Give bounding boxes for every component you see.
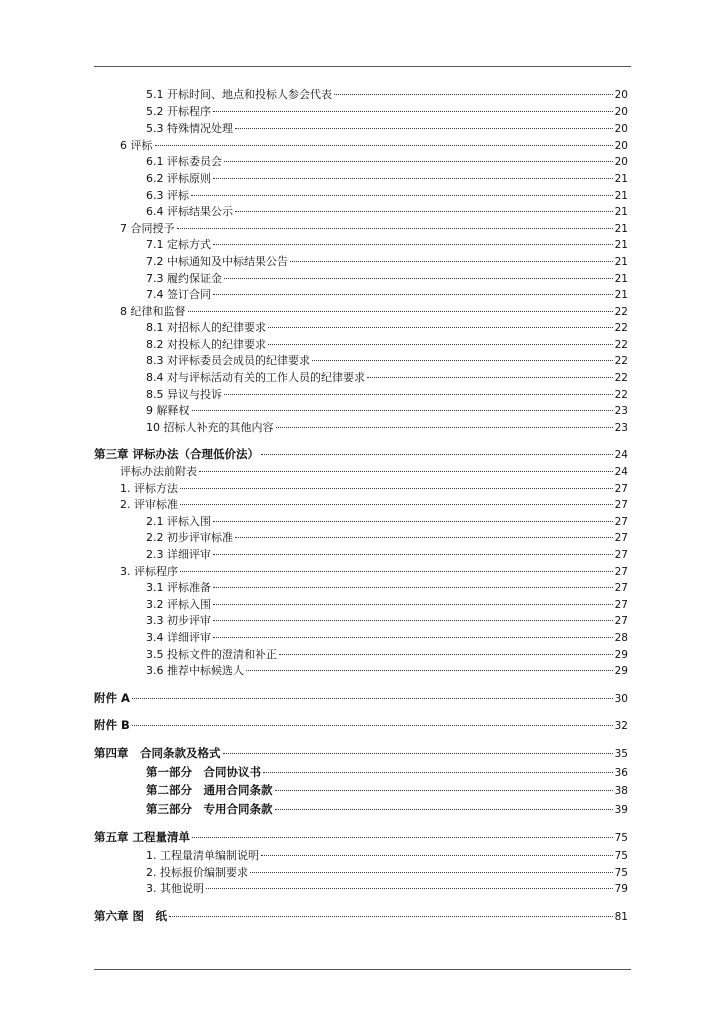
toc-entry-8-2[interactable] [146,338,628,352]
toc-label: 第六章 图 纸 [94,909,168,923]
toc-entry-chapter-4[interactable] [94,746,628,760]
toc-entry-c5-3[interactable] [146,882,628,896]
toc-entry-10[interactable] [146,421,628,435]
toc-label: 第三章 评标办法（合理低价法） [94,447,260,461]
toc-entry-appendix-table[interactable] [120,465,628,479]
toc-label: 附件 B [94,718,130,732]
toc-page-number: 22 [614,372,628,384]
toc-label: 7 合同授予 [120,222,175,235]
toc-label: 3.5 投标文件的澄清和补正 [146,648,277,661]
toc-leader [268,327,613,328]
toc-page-number: 22 [614,339,628,351]
toc-page-number: 36 [614,767,628,779]
toc-page-number: 39 [614,804,628,816]
toc-label: 5.1 开标时间、地点和投标人参会代表 [146,88,332,101]
toc-page-number: 22 [614,389,628,401]
toc-leader [235,128,613,129]
toc-entry-c3-3-6[interactable] [146,664,628,678]
toc-page-number: 27 [614,483,628,495]
toc-label: 1. 评标方法 [120,482,178,495]
toc-page-number: 22 [614,306,628,318]
toc-entry-6[interactable] [120,139,628,153]
toc-label: 第三部分 专用合同条款 [146,802,273,816]
toc-entry-7-1[interactable] [146,238,628,252]
toc-entry-appendix-a[interactable] [94,691,628,705]
toc-label: 3.2 评标入围 [146,598,211,611]
toc-leader [312,360,613,361]
toc-entry-7-3[interactable] [146,272,628,286]
toc-leader [213,637,613,638]
toc-page-number: 35 [614,748,628,760]
toc-entry-8-4[interactable] [146,371,628,385]
toc-entry-c4-part-3[interactable] [146,802,628,816]
toc-label: 8 纪律和监督 [120,305,186,318]
toc-label: 第一部分 合同协议书 [146,765,261,779]
toc-label: 1. 工程量清单编制说明 [146,849,259,862]
toc-entry-c3-2[interactable] [120,498,628,512]
toc-label: 8.3 对评标委员会成员的纪律要求 [146,354,310,367]
toc-leader [224,161,613,162]
toc-label: 5.3 特殊情况处理 [146,122,233,135]
toc-entry-6-2[interactable] [146,172,628,186]
toc-entry-chapter-5[interactable] [94,830,628,844]
toc-label: 评标办法前附表 [120,465,197,478]
toc-page-number: 20 [614,106,628,118]
toc-leader [213,178,613,179]
toc-label: 附件 A [94,691,130,705]
toc-leader [246,670,613,671]
toc-entry-7-4[interactable] [146,288,628,302]
toc-label: 2.3 详细评审 [146,548,211,561]
toc-page-number: 21 [614,173,628,185]
toc-entry-c3-3-2[interactable] [146,598,628,612]
toc-label: 第四章 合同条款及格式 [94,746,221,760]
toc-label: 第五章 工程量清单 [94,830,191,844]
toc-label: 8.2 对投标人的纪律要求 [146,338,266,351]
toc-leader [180,504,613,505]
toc-label: 3.4 详细评审 [146,631,211,644]
toc-page-number: 21 [614,289,628,301]
toc-page-number: 28 [614,632,628,644]
toc-label: 6 评标 [120,139,153,152]
toc-label: 2. 投标报价编制要求 [146,866,248,879]
toc-page-number: 27 [614,566,628,578]
toc-leader [224,278,613,279]
toc-leader [188,311,613,312]
toc-page-number: 23 [614,422,628,434]
toc-entry-c3-3[interactable] [120,565,628,579]
toc-leader [223,753,613,754]
toc-page-number: 27 [614,516,628,528]
toc-leader [275,809,613,810]
toc-leader [250,872,613,873]
toc-leader [192,410,613,411]
toc-page-number: 81 [614,911,628,923]
toc-page-number: 30 [614,693,628,705]
toc-page-number: 27 [614,582,628,594]
toc-label: 9 解释权 [146,404,190,417]
toc-page-number: 22 [614,355,628,367]
toc-page-number: 75 [614,832,628,844]
toc-label: 7.3 履约保证金 [146,272,222,285]
toc-entry-8-3[interactable] [146,354,628,368]
toc-label: 10 招标人补充的其他内容 [146,421,274,434]
toc-page-number: 79 [614,883,628,895]
toc-entry-c5-2[interactable] [146,866,628,880]
toc-page-number: 29 [614,665,628,677]
toc-entry-c3-3-4[interactable] [146,631,628,645]
toc-page-number: 21 [614,190,628,202]
toc-page-number: 21 [614,223,628,235]
toc-page-number: 21 [614,273,628,285]
toc-entry-chapter-3[interactable] [94,447,628,461]
toc-label: 3.6 推荐中标候选人 [146,664,244,677]
toc-leader [213,111,613,112]
toc-label: 5.2 开标程序 [146,105,211,118]
toc-leader [192,837,613,838]
toc-leader [263,772,613,773]
toc-entry-6-4[interactable] [146,205,628,219]
toc-page-number: 75 [614,850,628,862]
toc-label: 3.1 评标准备 [146,581,211,594]
toc-leader [155,145,613,146]
toc-entry-6-1[interactable] [146,155,628,169]
toc-page-number: 20 [614,123,628,135]
toc-entry-c3-2-3[interactable] [146,548,628,562]
toc-label: 7.2 中标通知及中标结果公告 [146,255,288,268]
toc-leader [191,195,613,196]
toc-label: 3. 评标程序 [120,565,178,578]
toc-label: 第二部分 通用合同条款 [146,783,273,797]
toc-leader [206,888,613,889]
toc-leader [199,471,613,472]
toc-leader [235,537,613,538]
toc-entry-c3-2-2[interactable] [146,531,628,545]
toc-entry-c5-1[interactable] [146,849,628,863]
toc-label: 8.4 对与评标活动有关的工作人员的纪律要求 [146,371,365,384]
toc-page-number: 24 [614,466,628,478]
toc-leader [334,94,613,95]
toc-label: 7.4 签订合同 [146,288,211,301]
toc-entry-c4-part-2[interactable] [146,783,628,797]
toc-page-number: 23 [614,405,628,417]
toc-page-number: 27 [614,615,628,627]
toc-entry-8-5[interactable] [146,388,628,402]
toc-leader [224,394,613,395]
toc-entry-c3-3-1[interactable] [146,581,628,595]
toc-page-number: 22 [614,322,628,334]
toc-leader [177,228,613,229]
toc-entry-c3-3-3[interactable] [146,614,628,628]
toc-entry-8[interactable] [120,305,628,319]
toc-leader [235,211,613,212]
toc-leader [213,620,613,621]
toc-label: 6.3 评标 [146,189,189,202]
toc-label: 3. 其他说明 [146,882,204,895]
toc-label: 2.2 初步评审标准 [146,531,233,544]
toc-label: 6.2 评标原则 [146,172,211,185]
toc-leader [213,554,613,555]
toc-entry-c3-1[interactable] [120,482,628,496]
toc-label: 3.3 初步评审 [146,614,211,627]
toc-entry-5-3[interactable] [146,122,628,136]
toc-entry-9[interactable] [146,404,628,418]
toc-label: 2. 评审标准 [120,498,178,511]
toc-leader [268,344,613,345]
toc-leader [213,587,613,588]
toc-label: 7.1 定标方式 [146,238,211,251]
toc-label: 8.1 对招标人的纪律要求 [146,321,266,334]
toc-entry-7-2[interactable] [146,255,628,269]
toc-page-number: 20 [614,89,628,101]
toc-leader [290,261,613,262]
toc-leader [213,521,613,522]
toc-entry-8-1[interactable] [146,321,628,335]
toc-label: 6.1 评标委员会 [146,155,222,168]
toc-page-number: 27 [614,532,628,544]
toc-leader [261,855,613,856]
toc-page-number: 75 [614,867,628,879]
toc-page-number: 21 [614,256,628,268]
toc-leader [279,654,613,655]
toc-entry-7[interactable] [120,222,628,236]
footer-rule [94,969,631,970]
toc-page-number: 20 [614,140,628,152]
toc-entry-c4-part-1[interactable] [146,765,628,779]
toc-page-number: 20 [614,156,628,168]
toc-leader [261,454,613,455]
toc-leader [275,790,613,791]
toc-page-number: 32 [614,720,628,732]
toc-leader [276,427,613,428]
toc-page-number: 21 [614,239,628,251]
toc-entry-5-2[interactable] [146,105,628,119]
toc-entry-c3-2-1[interactable] [146,515,628,529]
toc-leader [180,571,613,572]
toc-entry-c3-3-5[interactable] [146,648,628,662]
toc-leader [213,604,613,605]
toc-leader [213,294,613,295]
toc-label: 6.4 评标结果公示 [146,205,233,218]
toc-leader [132,698,613,699]
toc-page-number: 38 [614,785,628,797]
toc-leader [169,916,613,917]
toc-label: 8.5 异议与投诉 [146,388,222,401]
toc-leader [367,377,613,378]
toc-entry-chapter-6[interactable] [94,909,628,923]
toc-entry-5-1[interactable] [146,88,628,102]
toc-page-number: 24 [614,449,628,461]
toc-page-number: 27 [614,599,628,611]
toc-leader [213,244,613,245]
toc-page-number: 27 [614,499,628,511]
toc-page-number: 29 [614,649,628,661]
toc-leader [180,488,613,489]
toc-entry-6-3[interactable] [146,189,628,203]
toc-leader [132,725,613,726]
toc-page-number: 21 [614,206,628,218]
toc-label: 2.1 评标入围 [146,515,211,528]
toc-page-number: 27 [614,549,628,561]
toc-entry-appendix-b[interactable] [94,718,628,732]
